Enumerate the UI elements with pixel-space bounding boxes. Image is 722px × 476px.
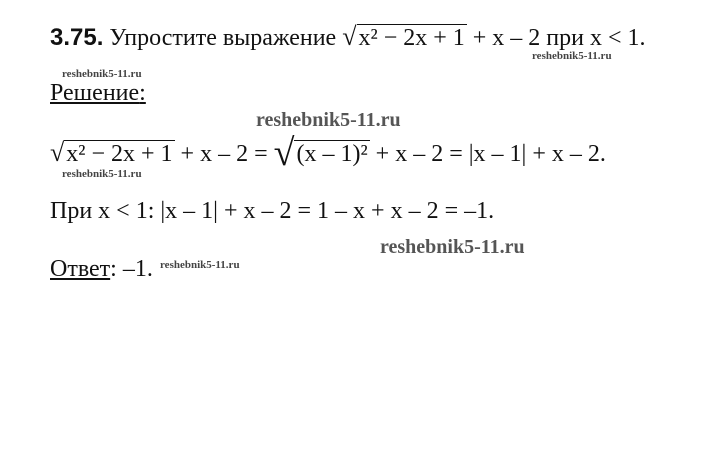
line1-mid: + x – 2 = — [180, 141, 268, 167]
watermark: reshebnik5-11.ru — [160, 259, 240, 271]
problem-radicand: x² − 2x + 1 — [358, 25, 465, 51]
line1-radicand2: (x – 1)² — [296, 141, 368, 167]
watermark: reshebnik5-11.ru — [532, 50, 612, 62]
solution-label-text: Решение — [50, 80, 140, 106]
watermark: reshebnik5-11.ru — [62, 68, 142, 80]
solution-label: Решение: — [50, 80, 146, 106]
problem-sqrt — [342, 22, 467, 53]
problem-rest: + x – 2 при x < 1. — [472, 25, 646, 51]
answer-line — [50, 254, 153, 284]
watermark: reshebnik5-11.ru — [380, 236, 525, 258]
sqrt-sign-icon: √ — [342, 22, 357, 51]
line1-sqrt — [50, 138, 175, 169]
sqrt-sign-icon: √ — [273, 132, 295, 174]
answer-label: Ответ — [50, 256, 111, 282]
solution-line-2: При x < 1: |x – 1| + x – 2 = 1 – x + x – 2 = –1. — [50, 198, 495, 224]
sqrt-sign-icon: √ — [50, 138, 65, 167]
line1-end: + x – 2 = |x – 1| + x – 2. — [375, 141, 606, 167]
watermark: reshebnik5-11.ru — [256, 109, 401, 131]
line1-sqrt2 — [273, 132, 370, 174]
problem-text: Упростите выражение — [109, 25, 337, 51]
problem-number: 3.75. — [50, 24, 104, 51]
answer-value: : –1. — [110, 256, 153, 282]
line1-radicand: x² − 2x + 1 — [66, 141, 173, 167]
problem-statement — [50, 22, 646, 53]
watermark: reshebnik5-11.ru — [62, 168, 142, 180]
